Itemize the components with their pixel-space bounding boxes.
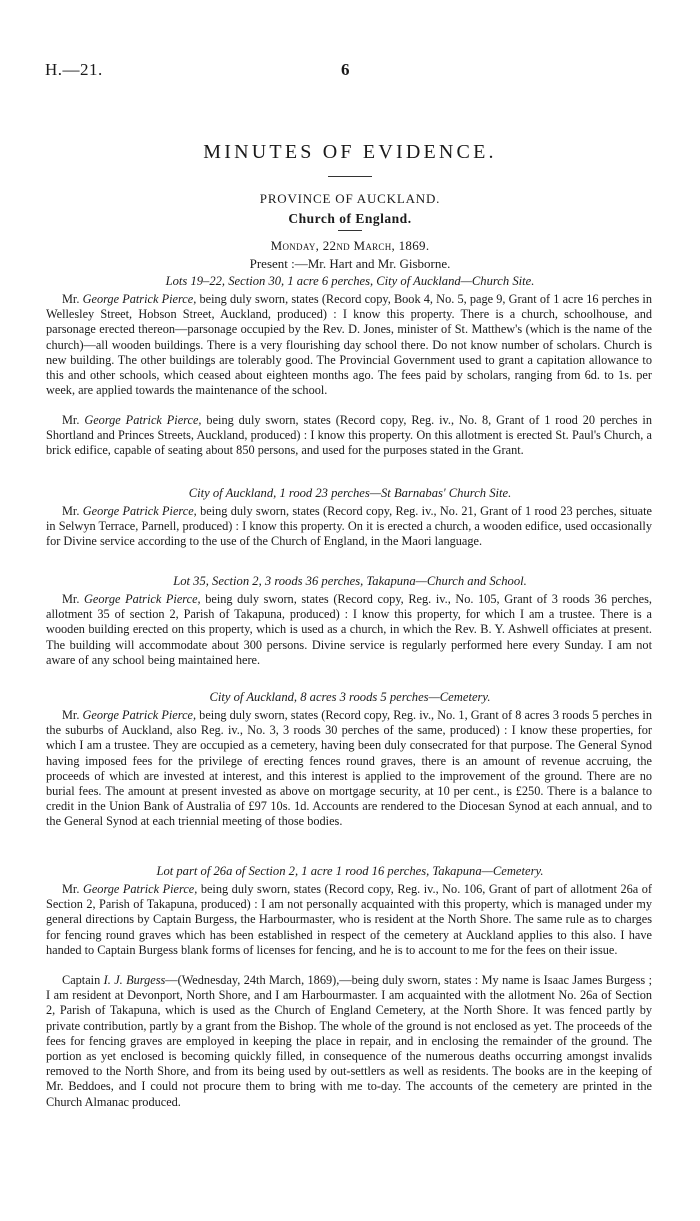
section-heading: Lot part of 26a of Section 2, 1 acre 1 rood 16 perches, Takapuna—Cemetery. xyxy=(156,864,544,878)
witness-name: George Patrick Pierce, xyxy=(82,708,197,722)
witness-title: Mr. xyxy=(62,413,85,427)
denomination-divider xyxy=(338,230,362,231)
evidence-paragraph xyxy=(46,413,652,459)
testimony-text: —(Wednesday, 24th March, 1869),—being duly sworn, states : My name is Isaac James Burgess ; I am resident at Devonport, North Shore, and I am Harbourmaster. I am acquainted with the allotment No. 26a of Section 2, Parish of Takapuna, which is used as the Church of England Cemetery, at the North Shore. It was fenced partly by private contribution, partly by a grant from the Bishop. The whole of the ground is not enclosed as yet. The proceeds of the fees for fencing graves are employed in keeping the place in repair, and in enclosing the remainder of the ground. The portion as yet enclosed is becoming quickly filled, in consequence of the numerous deaths occurring amongst invalids removed to the North Shore, and from its being used by out-settlers as well as residents. The books are in the keeping of Mr. Beddoes, and I could not procure them to bring with me to-day. The accounts of the cemetery are printed in the Church Almanac produced. xyxy=(46,973,652,1109)
witness-title: Captain xyxy=(62,973,104,987)
witness-title: Mr. xyxy=(62,592,85,606)
testimony-text: being duly sworn, states (Record copy, Reg. iv., No. 21, Grant of 1 rood 23 perches, situate in Selwyn Terrace, Parnell, produced) : I know this property. On it is erected a church, a wooden edifice, used occasionally for Divine service according to the use of the Church of England, in the Maori language. xyxy=(46,504,652,549)
section-heading: Lots 19–22, Section 30, 1 acre 6 perches, City of Auckland—Church Site. xyxy=(165,274,535,288)
witness-name: George Patrick Pierce, xyxy=(82,504,197,518)
section-heading: Lot 35, Section 2, 3 roods 36 perches, Takapuna—Church and School. xyxy=(173,574,527,588)
evidence-paragraph xyxy=(46,504,652,550)
paper-reference: H.—21. xyxy=(45,60,103,79)
evidence-paragraph xyxy=(46,292,652,398)
testimony-text: being duly sworn, states (Record copy, Reg. iv., No. 105, Grant of 3 roods 36 perches, allotment 35 of section 2, Parish of Takapuna, produced) : I know this property, for which I am a trustee. There is a wooden building erected on this property, which is used as a church, in which the Rev. B. Y. Ashwell officiates at present. The building will accommodate about 300 persons. Divine service is regularly performed here every Sunday. I am not aware of any school being maintained here. xyxy=(46,592,652,667)
evidence-paragraph xyxy=(46,973,652,1110)
section-heading: City of Auckland, 8 acres 3 roods 5 perches—Cemetery. xyxy=(209,690,491,704)
evidence-paragraph xyxy=(46,708,652,830)
witness-name: George Patrick Pierce, xyxy=(84,592,201,606)
session-date: Monday, 22nd March, 1869. xyxy=(270,238,430,253)
section-heading: City of Auckland, 1 rood 23 perches—St Barnabas' Church Site. xyxy=(188,486,512,500)
testimony-text: being duly sworn, states (Record copy, Reg. iv., No. 8, Grant of 1 rood 20 perches in Shortland and Princes Streets, Auckland, produced) : I know this property. On this allotment is erected St. Paul's Church, a brick edifice, capable of seating about 850 persons, and used for the purposes stated in the Grant. xyxy=(46,413,652,458)
testimony-text: being duly sworn, states (Record copy, Reg. iv., No. 1, Grant of 8 acres 3 roods 5 perches in the suburbs of Auckland, also Reg. iv., No. 3, 3 roods 30 perches of the same, produced) : I know these properties, for which I am a trustee. They are occupied as a cemetery, having been duly consecrated for that purpose. The General Synod having imposed fees for the privilege of erecting fences round graves, there is an amount of revenue accruing, the proceeds of which are invested at interest, and this interest is applied to the improvement of the ground. There are no burial fees. The amount at present invested as above on mortgage security, at 10 per cent., is £250. There is a balance to credit in the Union Bank of Australia of £97 10s. 1d. Accounts are rendered to the Diocesan Synod at each annual, and to the General Synod at each triennial meeting of those bodies. xyxy=(46,708,652,829)
title-divider xyxy=(328,176,372,177)
evidence-paragraph xyxy=(46,882,652,958)
present-line: Present :—Mr. Hart and Mr. Gisborne. xyxy=(249,256,451,271)
witness-title: Mr. xyxy=(62,504,83,518)
testimony-text: being duly sworn, states (Record copy, Book 4, No. 5, page 9, Grant of 1 acre 16 perches in Wellesley Street, Hobson Street, Auckland, produced) : I know this property. There is a church, schoolhouse, and parsonage erected thereon—parsonage occupied by the Rev. D. Jones, minister of St. Matthew's (which is the name of the church)—all wooden buildings. There is a very flourishing day school there. Do not know number of scholars. Church is new building. The other buildings are tolerably good. The Provincial Government used to grant a capitation allowance to this and other schools, which ceased about eighteen months ago. The fees paid by scholars, ranging from 6d. to 1s. per week, are applied towards the maintenance of the school. xyxy=(46,292,652,398)
evidence-paragraph xyxy=(46,592,652,668)
province-heading: PROVINCE OF AUCKLAND. xyxy=(259,191,441,206)
page-title: MINUTES OF EVIDENCE. xyxy=(203,141,497,163)
denomination-heading: Church of England. xyxy=(288,211,412,226)
witness-title: Mr. xyxy=(62,292,83,306)
page-number: 6 xyxy=(341,60,350,79)
witness-title: Mr. xyxy=(62,708,83,722)
testimony-text: being duly sworn, states (Record copy, Reg. iv., No. 106, Grant of part of allotment 26a of Section 2, Parish of Takapuna, produced) : I am not personally acquainted with this property, which is managed under my general directions by Captain Burgess, the Harbourmaster, who is resident at the North Shore. The same rule as to charges for fencing round graves which has been established in respect of the cemetery at Auckland applies to this also. I have handed to Captain Burgess blank forms of licenses for fencing, and he is to account to me for the fees on their issue. xyxy=(46,882,652,957)
witness-title: Mr. xyxy=(62,882,83,896)
witness-name: George Patrick Pierce, xyxy=(82,882,198,896)
witness-name: George Patrick Pierce, xyxy=(82,292,197,306)
witness-name: George Patrick Pierce, xyxy=(84,413,202,427)
witness-name: I. J. Burgess xyxy=(103,973,166,987)
